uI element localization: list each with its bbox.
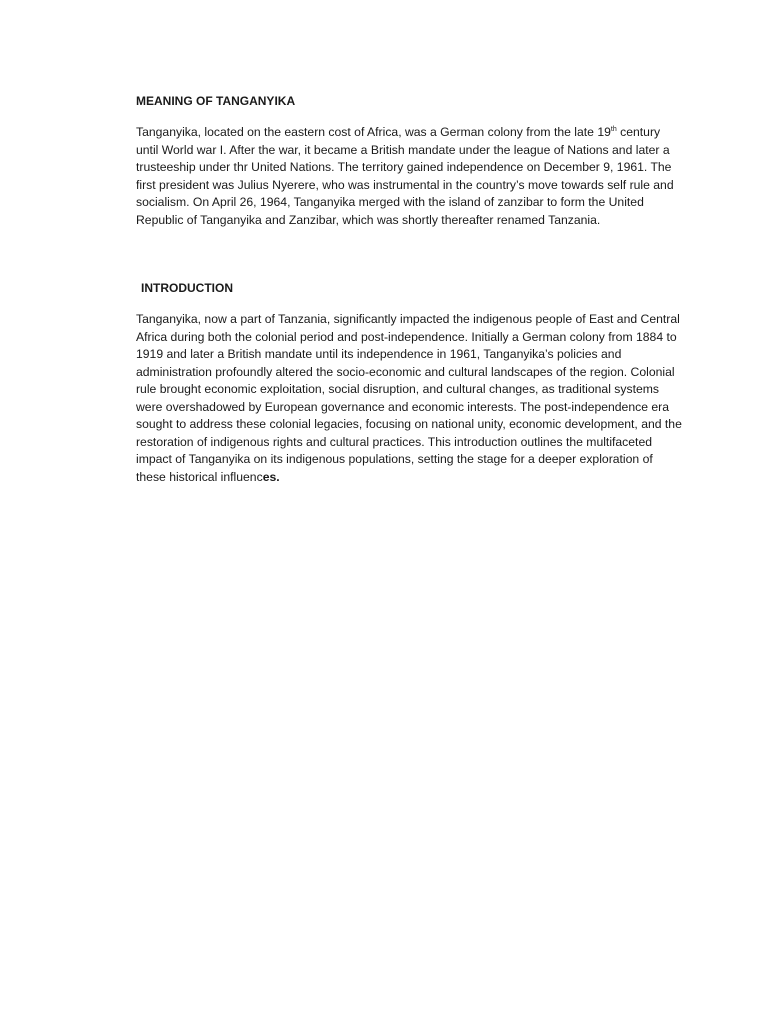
section-heading-meaning: MEANING OF TANGANYIKA — [136, 94, 296, 108]
meaning-paragraph-text-2: century until World war I. After the war, it became a British mandate under the league of Nations and later a trusteeship under thr United Nations. The territory gained independence on December 9, 1961. The first president was Julius Nyerere, who was instrumental in the country’s move towards self rule and socialism. On April 26, 1964, Tanganyika merged with the island of zanzibar to form the United Republic of Tanganyika and Zanzibar, which was shortly thereafter renamed Tanzania. — [136, 125, 674, 227]
introduction-paragraph — [136, 311, 684, 486]
meaning-paragraph — [136, 124, 684, 229]
introduction-paragraph-bold-tail: es. — [262, 469, 280, 484]
superscript-th: th — [610, 125, 617, 133]
document-body — [136, 92, 684, 486]
meaning-paragraph-text-1: Tanganyika, located on the eastern cost of Africa, was a German colony from the late 19 — [136, 125, 611, 139]
section-heading-introduction: INTRODUCTION — [141, 281, 233, 295]
introduction-paragraph-text: Tanganyika, now a part of Tanzania, significantly impacted the indigenous people of East and Central Africa during both the colonial period and post-independence. Initially a German colony from 1884 to 1919 and later a British mandate until its independence in 1961, Tanganyika’s policies and administration profoundly altered the socio-economic and cultural landscapes of the region. Colonial rule brought economic exploitation, social disruption, and cultural changes, as traditional systems were overshadowed by European governance and economic interests. The post-independence era sought to address these colonial legacies, focusing on national unity, economic development, and the restoration of indigenous rights and cultural practices. This introduction outlines the multifaceted impact of Tanganyika on its indigenous populations, setting the stage for a deeper exploration of these historical influenc — [136, 312, 682, 484]
